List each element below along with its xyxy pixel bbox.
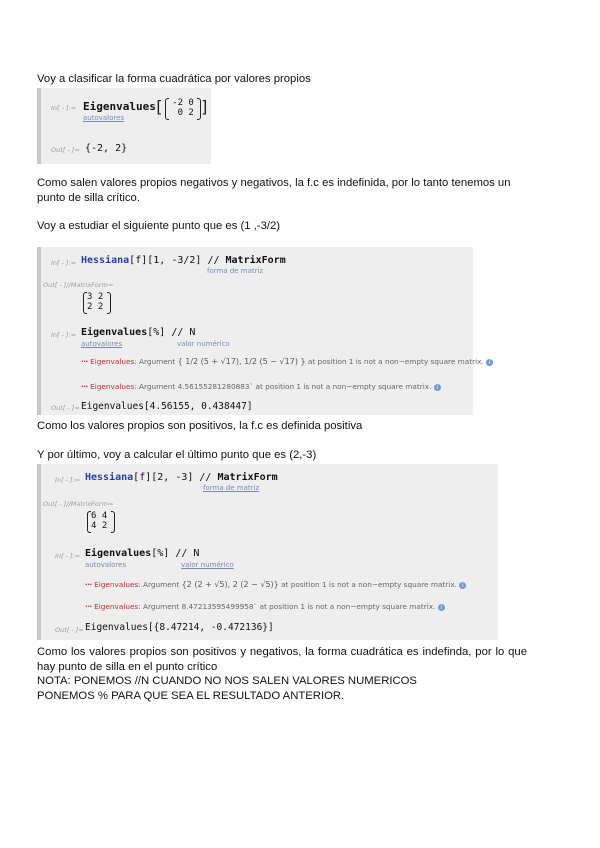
notebook-cell-hessiana-3[interactable] — [37, 464, 498, 640]
paragraph-saddle: Como salen valores propios negativos y negativos, la f.c es indefinida, por lo tanto tenemos un punto de silla crítico. — [37, 177, 511, 204]
paragraph-positive: Como los valores propios son positivos, la f.c es definida positiva — [37, 420, 363, 432]
output-value: Eigenvalues[{8.47214, -0.472136}] — [85, 622, 274, 633]
message-dots-icon[interactable]: ··· — [85, 602, 92, 611]
message-line-1: ··· Eigenvalues: Argument {2 (2 + √5), 2 (2 − √5)} at position 1 is not a non−empty square matrix. i — [85, 580, 466, 589]
input-label-2: In[ - ]:= — [55, 552, 81, 560]
paragraph-conclusion: Como los valores propios son positivos y negativos, la forma cuadrática es indefinda, por lo que hay punto de silla en el punto crítico — [37, 646, 527, 673]
message-dots-icon[interactable]: ··· — [85, 580, 92, 589]
message-line-2: ··· Eigenvalues: Argument 8.47213595499958` at position 1 is not a non−empty square matrix. i — [85, 602, 445, 611]
matrix-output — [87, 292, 107, 312]
input-label-2: In[ - ]:= — [51, 331, 77, 339]
matrix-row: 0 2 — [177, 108, 194, 118]
notebook-cell-eigenvalues-1[interactable] — [37, 88, 211, 164]
paragraph-point-3: Y por último, voy a calcular el último punto que es (2,-3) — [37, 449, 317, 461]
hessiana-command[interactable]: Hessiana[f][1, -3/2] // MatrixForm — [81, 255, 286, 266]
message-line-1: ··· Eigenvalues: Argument { 1/2 (5 + √17), 1/2 (5 − √17) } at position 1 is not a non−empty square matrix. i — [81, 357, 493, 366]
matrix-row: 3 2 — [87, 292, 104, 302]
note-line-1: NOTA: PONEMOS //N CUANDO NO NOS SALEN VALORES NUMERICOS — [37, 675, 417, 687]
output-label: Out[ - ]//MatrixForm= — [43, 281, 114, 289]
matrix-row: 2 2 — [87, 302, 104, 312]
matrix-row: 4 2 — [91, 521, 108, 531]
output-label-2: Out[ - ]= — [51, 404, 80, 412]
command-hint: autovalores — [85, 561, 127, 569]
message-line-2: ··· Eigenvalues: Argument 4.56155281280883` at position 1 is not a non−empty square matrix. i — [81, 382, 441, 391]
output-value: Eigenvalues[4.56155, 0.438447] — [81, 401, 253, 412]
input-label: In[ - ]:= — [55, 476, 81, 484]
message-dots-icon[interactable]: ··· — [81, 357, 88, 366]
eigenvalues-command[interactable]: Eigenvalues[%] // N — [85, 548, 200, 559]
close-bracket: ] — [200, 97, 210, 116]
output-label-2: Out[ - ]= — [55, 626, 84, 634]
paragraph-intro: Voy a clasificar la forma cuadrática por valores propios — [37, 73, 311, 85]
output-label: Out[ - ]= — [51, 146, 80, 154]
form-hint: forma de matriz — [203, 484, 260, 492]
matrix-row: 6 4 — [91, 511, 108, 521]
info-icon[interactable]: i — [434, 384, 441, 391]
info-icon[interactable]: i — [438, 604, 445, 611]
command-hint: autovalores — [81, 340, 123, 348]
open-bracket: [ — [154, 97, 164, 116]
command-hint: autovalores — [83, 114, 125, 122]
output-label: Out[ - ]//MatrixForm= — [43, 500, 114, 508]
form-hint: forma de matriz — [207, 267, 264, 275]
note-line-2: PONEMOS % PARA QUE SEA EL RESULTADO ANTERIOR. — [37, 690, 345, 702]
input-label: In[ - ]:= — [51, 104, 77, 112]
output-value: {-2, 2} — [85, 143, 128, 154]
message-dots-icon[interactable]: ··· — [81, 382, 88, 391]
input-label: In[ - ]:= — [51, 259, 77, 267]
info-icon[interactable]: i — [486, 359, 493, 366]
command-hint-2: valor numérico — [177, 340, 230, 348]
matrix-row: -2 0 — [172, 98, 194, 108]
eigenvalues-command[interactable]: Eigenvalues[%] // N — [81, 327, 196, 338]
info-icon[interactable]: i — [459, 582, 466, 589]
eigenvalues-command[interactable]: Eigenvalues — [83, 100, 156, 113]
matrix-input — [169, 98, 197, 118]
matrix-output — [91, 511, 111, 531]
paragraph-point-2: Voy a estudiar el siguiente punto que es (1 ,-3/2) — [37, 220, 281, 232]
notebook-cell-hessiana-2[interactable] — [37, 247, 491, 415]
command-hint-2: valor numérico — [181, 561, 234, 569]
hessiana-command[interactable]: Hessiana[f][2, -3] // MatrixForm — [85, 472, 278, 483]
